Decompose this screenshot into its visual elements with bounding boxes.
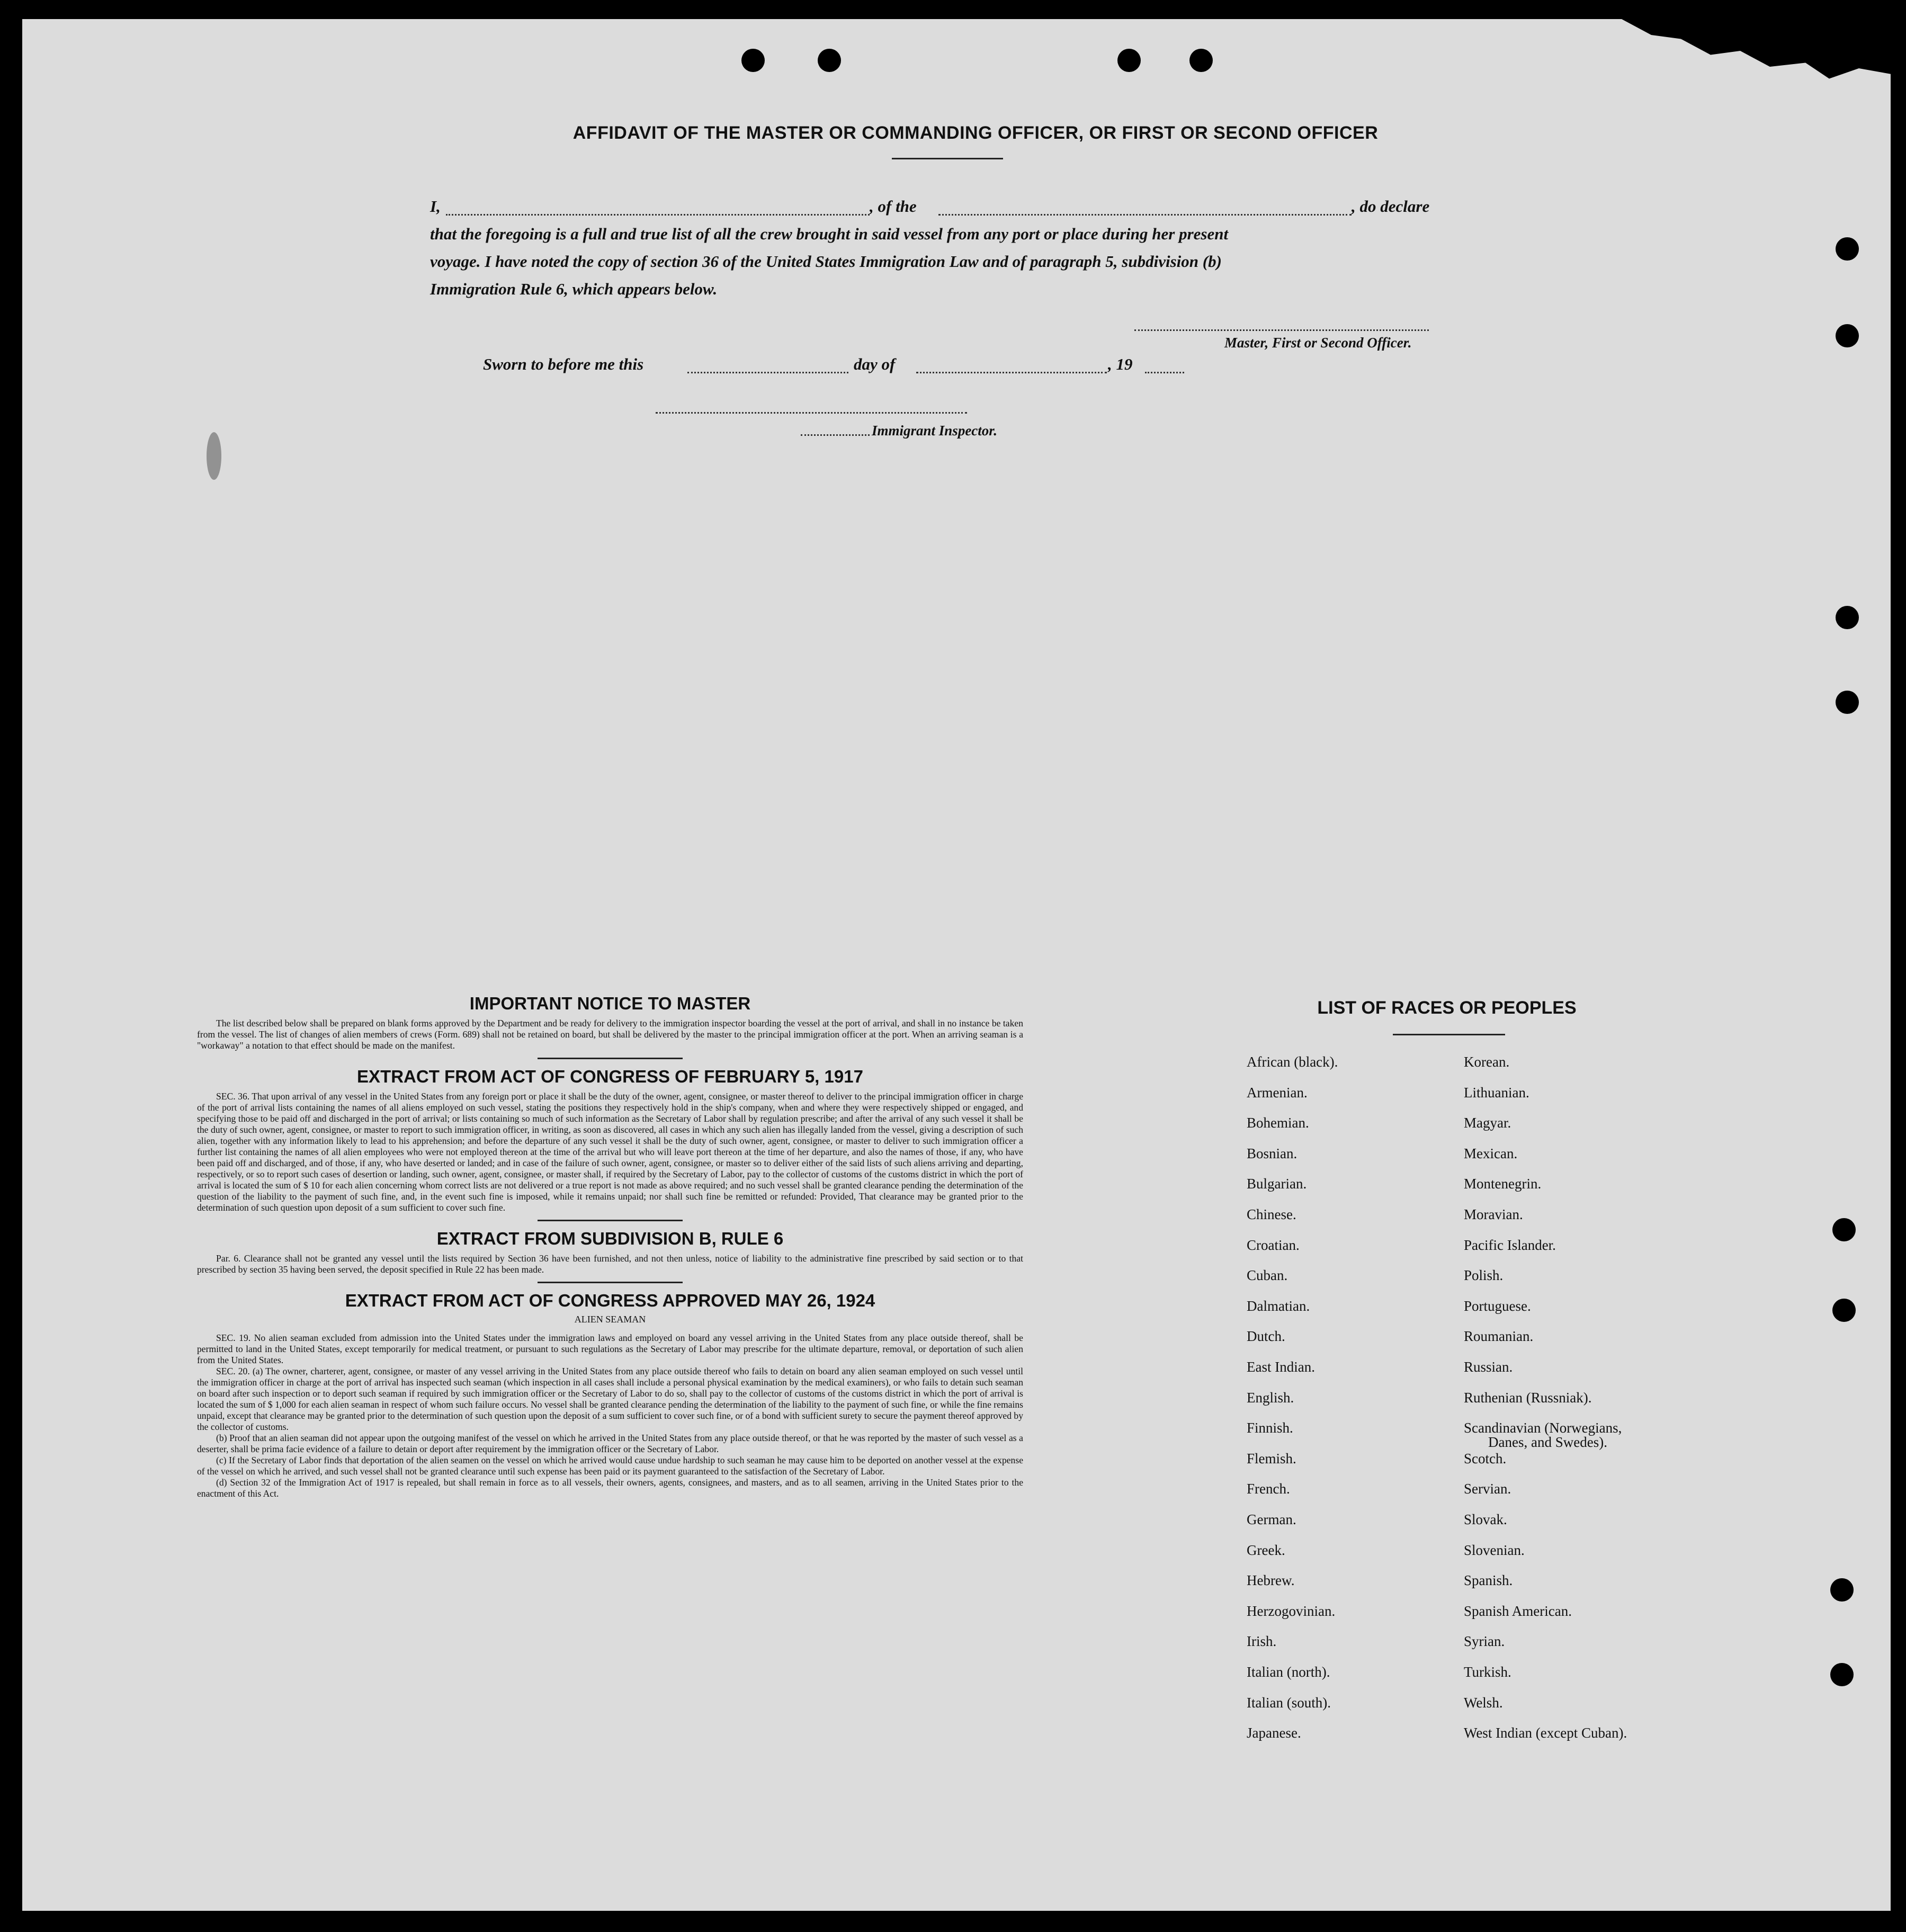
race-item: Polish. bbox=[1464, 1267, 1504, 1284]
month-blank bbox=[916, 372, 1107, 373]
race-item: Dalmatian. bbox=[1247, 1298, 1310, 1314]
rule6-title: EXTRACT FROM SUBDIVISION B, RULE 6 bbox=[436, 1229, 784, 1248]
race-item: Croatian. bbox=[1247, 1237, 1300, 1253]
race-item: Greek. bbox=[1247, 1542, 1285, 1558]
race-item: Ruthenian (Russniak). bbox=[1464, 1389, 1592, 1406]
year-label: , 19 bbox=[1108, 355, 1133, 373]
race-item: West Indian (except Cuban). bbox=[1464, 1725, 1627, 1741]
race-item: Portuguese. bbox=[1464, 1298, 1531, 1314]
punch-hole bbox=[1836, 237, 1859, 261]
affidavit-line2: that the foregoing is a full and true list of all the crew brought in said vessel from any port or place during her present bbox=[430, 225, 1229, 243]
race-item: East Indian. bbox=[1247, 1359, 1315, 1375]
race-item: Bosnian. bbox=[1247, 1145, 1297, 1161]
punch-hole bbox=[1117, 49, 1141, 72]
ink-smudge bbox=[207, 432, 221, 480]
day-blank bbox=[687, 372, 848, 373]
race-item: Montenegrin. bbox=[1464, 1176, 1542, 1192]
notice-title: IMPORTANT NOTICE TO MASTER bbox=[469, 994, 751, 1013]
race-item: Lithuanian. bbox=[1464, 1084, 1529, 1101]
race-item: Servian. bbox=[1464, 1481, 1511, 1497]
race-item: Roumanian. bbox=[1464, 1328, 1534, 1345]
punch-hole bbox=[1830, 1578, 1854, 1602]
signature-line bbox=[1134, 329, 1429, 331]
race-item: Korean. bbox=[1464, 1054, 1510, 1070]
race-item: Magyar. bbox=[1464, 1115, 1511, 1131]
races-divider bbox=[1393, 1034, 1505, 1035]
inspector-caption: Immigrant Inspector. bbox=[872, 423, 998, 439]
race-item: Flemish. bbox=[1247, 1450, 1296, 1466]
extract-1924-sec20c: (c) If the Secretary of Labor finds that deportation of the alien seamen on the vessel on which he arrived would cause undue hardship to such seaman he may cause him to be deported on another vessel at the expense of the vessel on which he arrived, and such vessel shall not be granted clearance until such expense has been paid or its payment guaranteed to the satisfaction of the Secretary of Labor. bbox=[197, 1455, 1023, 1477]
extract-1924-sec20d: (d) Section 32 of the Immigration Act of 1917 is repealed, but shall remain in force as to all vessels, their owners, agents, consignees, and masters, and as to all seamen, arriving in the United States prior to the enactment of this Act. bbox=[197, 1477, 1023, 1499]
race-item: Spanish. bbox=[1464, 1572, 1513, 1589]
extract-1924-subtitle: ALIEN SEAMAN bbox=[574, 1314, 646, 1325]
race-item: Bulgarian. bbox=[1247, 1176, 1307, 1192]
race-item: Scandinavian (Norwegians, bbox=[1464, 1420, 1622, 1436]
inspector-line bbox=[656, 412, 967, 414]
affidavit-title: AFFIDAVIT OF THE MASTER OR COMMANDING OFFICER, OR FIRST OR SECOND OFFICER bbox=[572, 123, 1379, 143]
sworn-line bbox=[483, 351, 1224, 378]
day-of-label: day of bbox=[854, 355, 896, 373]
notice-body: The list described below shall be prepared on blank forms approved by the Department and be ready for delivery to the immigration inspector boarding the vessel at the port of arrival, and shall in no instance be taken from the vessel. The list of changes of alien members of crews (Form. 689) shall not be retained on board, but shall be delivered by the master to the principal immigration officer at the port. When an arriving seaman is a "workaway" a notation to that effect should be made on the manifest. bbox=[197, 1018, 1023, 1051]
affidavit-of-the-label: , of the bbox=[870, 197, 917, 216]
race-item: Italian (south). bbox=[1247, 1694, 1331, 1711]
race-item: Japanese. bbox=[1247, 1725, 1301, 1741]
section-divider bbox=[538, 1058, 683, 1059]
punch-hole bbox=[1189, 49, 1213, 72]
race-item: Bohemian. bbox=[1247, 1115, 1309, 1131]
race-item: Irish. bbox=[1247, 1633, 1277, 1650]
extract-1917-title: EXTRACT FROM ACT OF CONGRESS OF FEBRUARY 5, 1917 bbox=[357, 1067, 863, 1086]
race-item: Slovak. bbox=[1464, 1511, 1507, 1527]
affidavit-line1 bbox=[430, 193, 1489, 220]
race-item: German. bbox=[1247, 1511, 1296, 1527]
extract-1924-sec20b: (b) Proof that an alien seaman did not appear upon the outgoing manifest of the vessel on which he arrived in the United States from any place outside thereof, or that he was reported by the master of such vessel as a deserter, shall be prima facie evidence of a failure to detain or deport after requirement by the immigration officer or the Secretary of Labor. bbox=[197, 1433, 1023, 1454]
affidavit-i-label: I, bbox=[430, 197, 441, 216]
section-divider bbox=[538, 1220, 683, 1221]
race-item: Hebrew. bbox=[1247, 1572, 1295, 1589]
race-item: Welsh. bbox=[1464, 1694, 1503, 1711]
race-item: Herzogovinian. bbox=[1247, 1603, 1336, 1619]
race-item: Slovenian. bbox=[1464, 1542, 1525, 1558]
punch-hole bbox=[1830, 1663, 1854, 1686]
race-item: Mexican. bbox=[1464, 1145, 1518, 1161]
punch-hole bbox=[1832, 1218, 1856, 1241]
notice-section bbox=[197, 994, 1023, 1499]
race-item: Russian. bbox=[1464, 1359, 1513, 1375]
race-item: African (black). bbox=[1247, 1054, 1338, 1070]
race-item: Armenian. bbox=[1247, 1084, 1308, 1101]
inspector-prefix-line bbox=[801, 434, 870, 436]
punch-hole bbox=[1836, 691, 1859, 714]
race-item: Spanish American. bbox=[1464, 1603, 1572, 1619]
rule6-body: Par. 6. Clearance shall not be granted any vessel until the lists required by Section 36 have been furnished, and not then unless, notice of liability to the administrative fine prescribed by said section or to that prescribed by section 35 having been served, the deposit specified in Rule 22 has been made. bbox=[197, 1253, 1023, 1275]
affidavit-line3: voyage. I have noted the copy of section 36 of the United States Immigration Law and of paragraph 5, subdivision (b) bbox=[430, 252, 1222, 271]
race-item: French. bbox=[1247, 1481, 1290, 1497]
section-divider bbox=[538, 1282, 683, 1283]
torn-corner bbox=[1622, 19, 1906, 99]
title-divider bbox=[892, 158, 1003, 159]
race-item: Finnish. bbox=[1247, 1420, 1293, 1436]
race-item: Pacific Islander. bbox=[1464, 1237, 1556, 1253]
extract-1924-title: EXTRACT FROM ACT OF CONGRESS APPROVED MAY 26, 1924 bbox=[345, 1291, 875, 1310]
vessel-blank bbox=[938, 214, 1352, 216]
document-page bbox=[22, 19, 1891, 1911]
year-blank bbox=[1145, 372, 1184, 373]
race-item: Cuban. bbox=[1247, 1267, 1288, 1284]
races-title: LIST OF RACES OR PEOPLES bbox=[1317, 998, 1577, 1018]
race-item: English. bbox=[1247, 1389, 1294, 1406]
affidavit-declare-label: , do declare bbox=[1352, 197, 1430, 216]
punch-hole bbox=[1836, 324, 1859, 347]
punch-hole bbox=[741, 49, 765, 72]
race-item: Danes, and Swedes). bbox=[1488, 1434, 1607, 1451]
sworn-label: Sworn to before me this bbox=[483, 355, 644, 373]
affidavit-line4: Immigration Rule 6, which appears below. bbox=[430, 280, 718, 298]
race-item: Turkish. bbox=[1464, 1664, 1511, 1680]
extract-1924-sec20a: SEC. 20. (a) The owner, charterer, agent, consignee, or master of any vessel arriving in the United States from any place outside thereof who fails to detain on board any alien seaman employed on such vessel until the immigration officer in charge at the port of arrival has inspected such seaman (which inspection in all cases shall include a personal physical examination by the medical examiners), or who fails to detain such seaman on board after such inspection or to deport such seaman if required by such immigration officer or the Secretary of Labor to do so, shall pay to the collector of customs of the customs district in which the port of arrival is located the sum of $ 1,000 for each alien seaman in respect of whom such failure occurs. No vessel shall be granted clearance pending the determination of the liability to the payment of such fine, or while the fine remains unpaid, except that clearance may be granted prior to the determination of such question upon the deposit of a sum sufficient to cover such fine, or of a bond with sufficient surety to secure the payment thereof approved by the collector of customs. bbox=[197, 1366, 1023, 1432]
name-blank bbox=[446, 214, 870, 216]
race-item: Chinese. bbox=[1247, 1206, 1296, 1222]
punch-hole bbox=[1832, 1299, 1856, 1322]
race-item: Scotch. bbox=[1464, 1450, 1507, 1466]
race-item: Syrian. bbox=[1464, 1633, 1505, 1650]
extract-1924-sec19: SEC. 19. No alien seaman excluded from admission into the United States under the immigration laws and employed on board any vessel arriving in the United States from any place outside thereof, shall be permitted to land in the United States, except temporarily for medical treatment, or pursuant to such regulations as the Secretary of Labor may prescribe for the ultimate departure, removal, or deportation of such alien from the United States. bbox=[197, 1332, 1023, 1365]
race-item: Italian (north). bbox=[1247, 1664, 1330, 1680]
extract-1917-body: SEC. 36. That upon arrival of any vessel in the United States from any foreign port or place it shall be the duty of the owner, agent, consignee, or master thereof to deliver to the principal immigration officer in charge of the port of arrival lists containing the names of all aliens employed on such vessel, stating the positions they respectively hold in the ship's company, when and where they were respectively shipped or engaged, and specifying those to be paid off and discharged in the port of arrival; or lists containing so much of such information as the Secretary of Labor shall by regulation prescribe; and after the arrival of any such vessel it shall be the duty of such owner, agent, consignee, or master to report to such immigration officer, in writing, as soon as discovered, all cases in which any such alien has illegally landed from the vessel, giving a description of such alien, together with any information likely to lead to his apprehension; and before the departure of any such vessel it shall be the duty of such owner, agent, consignee, or master to deliver to such immigration officer a further list containing the names of all alien employees who were not employed thereon at the time of the arrival but who will leave port thereon at the time of her departure, and also the names of those, if any, who have been paid off and discharged, and of those, if any, who have deserted or landed; and in case of the failure of such owner, agent, consignee, or master so to deliver either of the said lists of such aliens arriving and departing, respectively, or so to report such cases of desertion or landing, such owner, agent, consignee, or master shall, if required by the Secretary of Labor, pay to the collector of customs of the customs district in which the port of arrival is located the sum of $ 10 for each alien concerning whom correct lists are not delivered or a true report is not made as above required; and no such vessel shall be granted clearance pending the determination of the question of the liability to the payment of such fine, and, in the event such fine is imposed, while it remains unpaid; nor shall such fine be remitted or refunded: Provided, That clearance may be granted prior to the determination of such question upon deposit of a sum sufficient to cover such fine. bbox=[197, 1091, 1023, 1213]
signature-caption: Master, First or Second Officer. bbox=[1224, 335, 1412, 351]
race-item: Moravian. bbox=[1464, 1206, 1523, 1222]
punch-hole bbox=[818, 49, 841, 72]
punch-hole bbox=[1836, 606, 1859, 629]
race-item: Dutch. bbox=[1247, 1328, 1285, 1345]
